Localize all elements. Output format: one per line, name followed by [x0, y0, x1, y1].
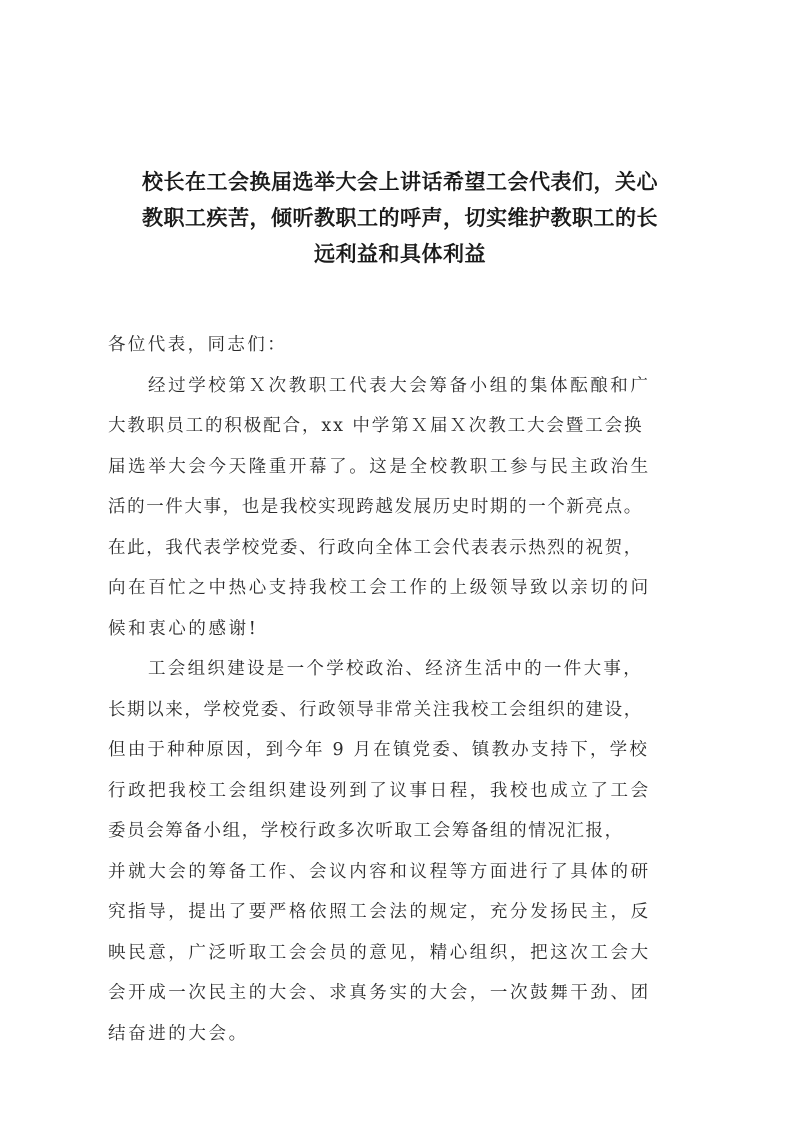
paragraph-line: 候和衷心的感谢!	[108, 618, 259, 639]
paragraph-line: 映民意，广泛听取工会会员的意见，精心组织，把这次工会大	[108, 942, 651, 963]
paragraph-line: 委员会筹备小组，学校行政多次听取工会筹备组的情况汇报，	[108, 821, 624, 841]
paragraph-line: 大教职员工的积极配合，xx 中学第Ｘ届Ｘ次教工大会暨工会换	[108, 416, 644, 436]
title-line-1: 校长在工会换届选举大会上讲话希望工会代表们，关心	[142, 170, 658, 194]
document-body	[108, 325, 688, 1054]
salutation: 各位代表，同志们：	[108, 335, 288, 355]
title-line-2: 教职工疾苦，倾听教职工的呼声，切实维护教职工的长	[142, 206, 658, 230]
paragraph-line: 行政把我校工会组织建设列到了议事日程，我校也成立了工会	[108, 780, 651, 801]
title-line-3: 远利益和具体利益	[314, 242, 486, 266]
paragraph-line: 长期以来，学校党委、行政领导非常关注我校工会组织的建设，	[108, 699, 643, 720]
paragraph-line: 向在百忙之中热心支持我校工会工作的上级领导致以亲切的问	[108, 578, 651, 598]
paragraph-line: 在此，我代表学校党委、行政向全体工会代表表示热烈的祝贺，	[108, 537, 643, 558]
paragraph-1	[108, 366, 688, 650]
paragraph-line: 工会组织建设是一个学校政治、经济生活中的一件大事，	[148, 659, 643, 679]
paragraph-line: 但由于种种原因，到今年 9 月在镇党委、镇教办支持下，学校	[108, 740, 650, 760]
paragraph-line: 结奋进的大会。	[108, 1023, 249, 1044]
paragraph-line: 届选举大会今天隆重开幕了。这是全校教职工参与民主政治生	[108, 456, 651, 477]
paragraph-line: 经过学校第Ｘ次教职工代表大会筹备小组的集体酝酿和广	[148, 375, 651, 396]
paragraph-line: 究指导，提出了要严格依照工会法的规定，充分发扬民主，反	[108, 902, 651, 922]
paragraph-line: 会开成一次民主的大会、求真务实的大会，一次鼓舞干劲、团	[108, 983, 651, 1003]
paragraph-line: 并就大会的筹备工作、会议内容和议程等方面进行了具体的研	[108, 861, 651, 882]
document-title	[100, 164, 700, 272]
paragraph-line: 活的一件大事，也是我校实现跨越发展历史时期的一个新亮点。	[108, 497, 643, 517]
paragraph-2	[108, 649, 688, 1054]
